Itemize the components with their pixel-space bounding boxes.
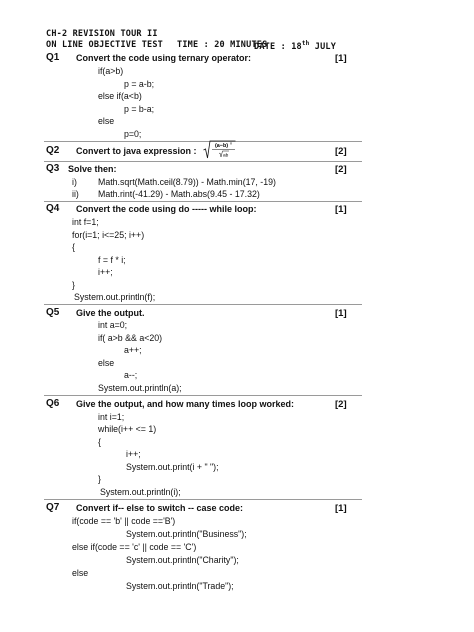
code-line: a--; [124,370,138,380]
code-line: if(a>b) [98,66,124,76]
q1-marks: [1] [335,53,347,64]
q6-marks: [2] [335,399,347,410]
code-line: else if(code == 'c' || code == 'C') [72,542,197,552]
code-line: else [98,116,115,126]
code-line: f = f * i; [98,255,126,265]
code-line: a++; [124,345,142,355]
code-line: while(i++ <= 1) [98,424,157,434]
code-line: if( a>b && a<20) [98,333,163,343]
q7-number: Q7 [46,502,60,513]
q4-number: Q4 [46,203,60,214]
divider [44,304,362,305]
code-line: i++; [126,449,141,459]
q7-marks: [1] [335,503,347,514]
header-subtitle: ON LINE OBJECTIVE TEST [46,40,163,50]
q5-question: Give the output. [76,308,145,318]
formula-exponent: n [230,141,233,146]
code-line: System.out.println(a); [98,383,182,393]
q3-number: Q3 [46,163,60,174]
q2-question: Convert to java expression : [76,146,197,156]
q2-number: Q2 [46,145,60,156]
formula-denominator: ab [223,153,229,159]
header-time: TIME : 20 MINUTES [177,40,268,50]
code-line: System.out.print(i + " "); [126,462,219,472]
code-line: System.out.println(i); [100,487,181,497]
sqrt-formula [203,140,236,159]
code-line: else [72,568,89,578]
q5-marks: [1] [335,308,347,319]
code-line: i++; [98,267,113,277]
code-line: System.out.println("Charity"); [126,555,239,565]
divider [44,395,362,396]
item-text: Math.sqrt(Math.ceil(8.79)) - Math.min(17, -19) [98,177,276,187]
item-label: i) [72,177,77,187]
code-line: p=0; [124,129,142,139]
q1-question: Convert the code using ternary operator: [76,53,252,63]
divider [44,161,362,162]
formula-numerator: (a−b) [215,143,229,149]
q4-marks: [1] [335,204,347,215]
q2-marks: [2] [335,146,347,157]
q3-question: Solve then: [68,164,117,174]
code-line: int a=0; [98,320,128,330]
item-label: ii) [72,189,79,199]
q6-question: Give the output, and how many times loop worked: [76,399,295,409]
q1-number: Q1 [46,52,60,63]
code-line: System.out.println(f); [74,292,156,302]
code-line: p = b-a; [124,104,155,114]
code-line: else [98,358,115,368]
code-line: { [72,242,75,252]
code-line: else if(a<b) [98,91,142,101]
code-line: System.out.println("Business"); [126,529,247,539]
header-title: CH-2 REVISION TOUR II [46,29,158,39]
code-line: } [98,474,101,484]
code-line: } [72,280,75,290]
code-line: for(i=1; i<=25; i++) [72,230,145,240]
divider [44,201,362,202]
header-date: DATE : 18th JULY [254,40,337,52]
item-text: Math.rint(-41.29) - Math.abs(9.45 - 17.32) [98,189,260,199]
code-line: if(code == 'b' || code =='B') [72,516,176,526]
q7-question: Convert if-- else to switch -- case code: [76,503,244,513]
code-line: { [98,437,101,447]
code-line: int i=1; [98,412,125,422]
q4-question: Convert the code using do ----- while loop: [76,204,257,214]
code-line: System.out.println("Trade"); [126,581,234,591]
q6-number: Q6 [46,398,60,409]
divider [44,499,362,500]
q5-number: Q5 [46,307,60,318]
code-line: int f=1; [72,217,99,227]
code-line: p = a-b; [124,79,155,89]
q3-marks: [2] [335,164,347,175]
